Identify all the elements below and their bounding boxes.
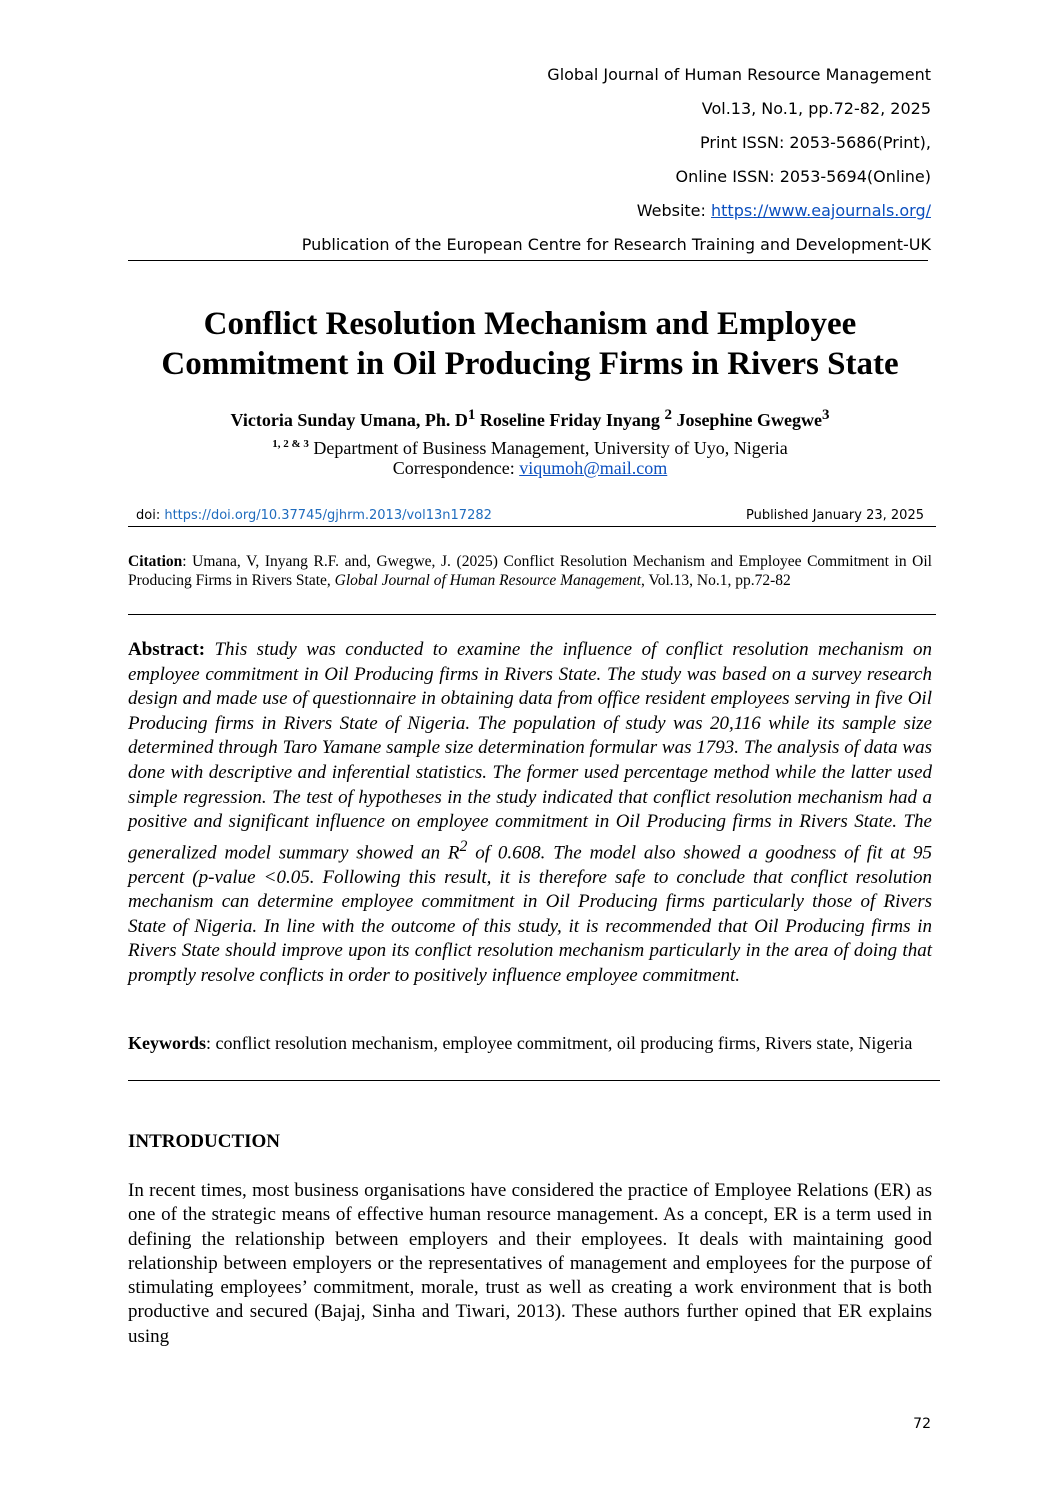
website-link[interactable]: https://www.eajournals.org/ (711, 201, 931, 220)
introduction-paragraph: In recent times, most business organisations have considered the practice of Employee Relations (ER) as one of the strategic means of effective human resource management. As a concept, ER is a term used in defining the relationship between employers and their employees. It deals with maintaining good relationship between employers or the representatives of management and employees for the purpose of stimulating employees’ commitment, morale, trust as well as creating a work environment that is both productive and secured (Bajaj, Sinha and Tiwari, 2013). These authors further opined that ER explains using (128, 1180, 932, 1347)
journal-name: Global Journal of Human Resource Management (547, 65, 931, 84)
correspondence (100, 456, 960, 480)
publisher-line: Publication of the European Centre for Research Training and Development-UK (301, 235, 931, 254)
keywords-divider (128, 1080, 940, 1081)
abstract-text-2: of 0.608. The model also showed a goodness of fit at 95 percent (p-value <0.05. Following this result, it is therefore safe to conclude that conflict resolution mechanism can determine employee commitment in Oil Producing firms particularly those of Rivers State of Nigeria. In line with the outcome of this study, it is recommended that Oil Producing firms in Rivers State should improve upon its conflict resolution mechanism particularly in the area of doing that promptly resolve conflicts in order to positively influence employee commitment. (128, 842, 932, 987)
introduction-heading: INTRODUCTION (128, 1131, 281, 1152)
author-3-sup: 3 (821, 407, 830, 423)
journal-header (131, 62, 931, 266)
citation-divider (128, 614, 936, 615)
doi-link[interactable]: https://doi.org/10.37745/gjhrm.2013/vol13n17282 (164, 508, 492, 523)
keywords-label: Keywords (128, 1033, 206, 1053)
citation-text-1: : Umana, V, Inyang R.F. and, Gwegwe, J. (2025) Conflict Resolution Mechanism and Employee Commitment in Oil Producing Firms in Rivers State, (128, 553, 932, 589)
journal-volume: Vol.13, No.1, pp.72-82, 2025 (701, 99, 931, 118)
abstract (128, 638, 932, 989)
abstract-text-1: This study was conducted to examine the influence of conflict resolution mechanism on employee commitment in Oil Producing firms in Rivers State. The study was based on a survey research design and made use of questionnaire in obtaining data from office resident employees serving in five Oil Producing firms in Rivers State of Nigeria. The population of study was 20,116 while its sample size determined through Taro Yamane sample size determination formular was 1793. The analysis of data was done with descriptive and inferential statistics. The former used percentage method while the latter used simple regression. The test of hypotheses in the study indicated that conflict resolution mechanism had a positive and significant influence on employee commitment in Oil Producing firms in Rivers State. The generalized model summary showed an R (128, 639, 932, 864)
citation (128, 552, 932, 590)
author-1-sup: 1 (467, 407, 476, 423)
author-list (100, 404, 960, 431)
header-divider (128, 260, 928, 261)
doi-divider (128, 526, 936, 527)
website-line (131, 198, 931, 232)
correspondence-email[interactable]: viqumoh@mail.com (519, 458, 668, 478)
keywords (128, 1031, 932, 1055)
doi-row (128, 506, 936, 526)
abstract-label: Abstract: (128, 639, 206, 660)
online-issn: Online ISSN: 2053-5694(Online) (675, 167, 931, 186)
keywords-text: : conflict resolution mechanism, employee commitment, oil producing firms, Rivers state, Nigeria (206, 1033, 913, 1053)
author-3: Josephine Gwegwe (671, 410, 822, 430)
author-1: Victoria Sunday Umana, Ph. D (230, 410, 468, 430)
affiliation-sup: 1, 2 & 3 (272, 438, 309, 450)
page-number: 72 (913, 1416, 931, 1432)
affiliation-text: Department of Business Management, University of Uyo, Nigeria (308, 438, 788, 458)
print-issn: Print ISSN: 2053-5686(Print), (700, 133, 931, 152)
author-2-sup: 2 (664, 407, 672, 423)
citation-text-2: , Vol.13, No.1, pp.72-82 (641, 572, 791, 589)
citation-journal: Global Journal of Human Resource Management (334, 572, 642, 589)
paper-title (100, 304, 960, 384)
doi (136, 506, 492, 526)
title-line-2: Commitment in Oil Producing Firms in Rivers State (161, 346, 899, 382)
citation-label: Citation (128, 553, 183, 570)
abstract-r-squared-sup: 2 (459, 837, 468, 855)
published-date: Published January 23, 2025 (745, 508, 924, 523)
website-label: Website: (636, 201, 711, 220)
title-line-1: Conflict Resolution Mechanism and Employee (203, 306, 857, 342)
correspondence-label: Correspondence: (392, 458, 520, 478)
doi-label: doi: (136, 508, 165, 523)
author-2: Roseline Friday Inyang (475, 410, 665, 430)
